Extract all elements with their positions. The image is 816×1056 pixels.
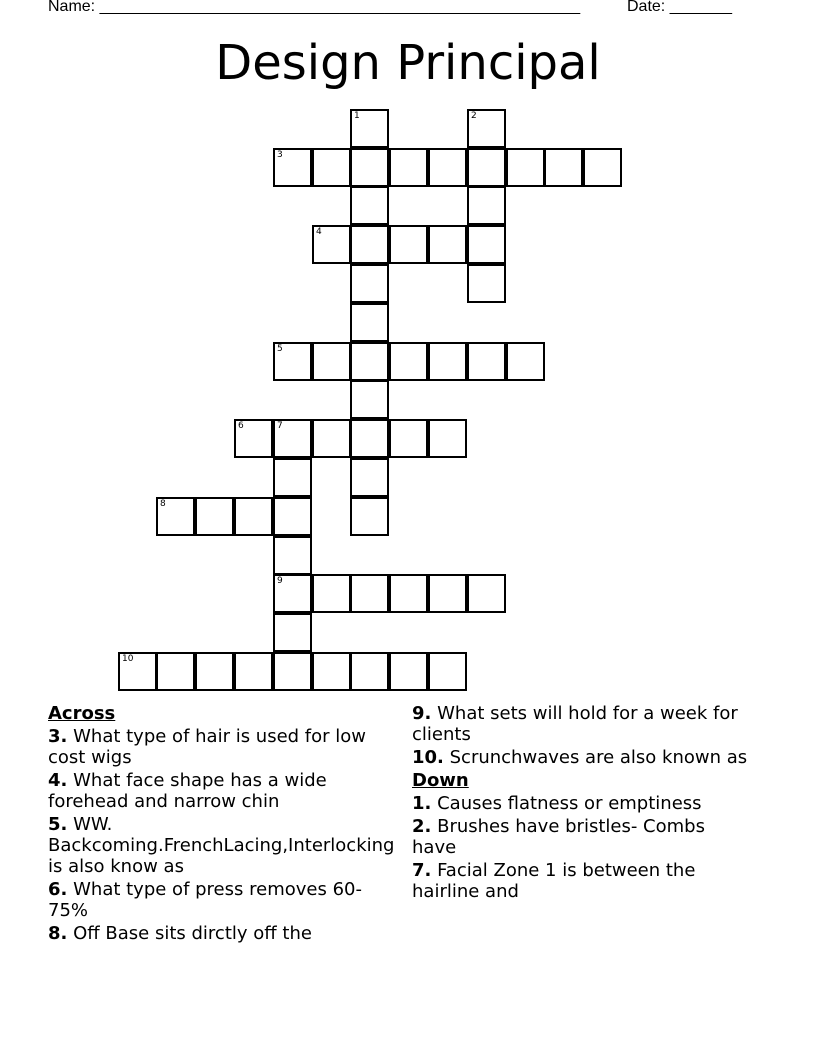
- grid-cell[interactable]: [467, 574, 506, 613]
- page-title: Design Principal: [215, 35, 601, 91]
- across-clue-5: [48, 814, 406, 877]
- clue-text: What face shape has a wide forehead and narrow chin: [48, 770, 327, 812]
- down-heading: Down: [412, 770, 469, 791]
- grid-cell[interactable]: [428, 652, 467, 691]
- across-clue-10: [412, 747, 752, 768]
- down-clue-2: [412, 816, 752, 858]
- clues-left-column: [48, 703, 395, 946]
- grid-cell[interactable]: [428, 148, 467, 187]
- grid-cell[interactable]: [467, 264, 506, 303]
- name-field-label: Name: ______________________________________________________: [48, 0, 581, 15]
- across-clue-9: [412, 703, 752, 745]
- grid-cell[interactable]: [428, 342, 467, 381]
- cell-number: 1: [354, 111, 360, 121]
- clue-text: What sets will hold for a week for clients: [412, 703, 738, 745]
- grid-cell[interactable]: [467, 342, 506, 381]
- cell-number: 3: [277, 150, 283, 160]
- grid-cell[interactable]: [312, 342, 351, 381]
- grid-cell[interactable]: [389, 148, 428, 187]
- across-clue-6: [48, 879, 388, 921]
- grid-cell[interactable]: [428, 225, 467, 264]
- grid-cell[interactable]: [467, 148, 506, 187]
- across-clue-3: [48, 726, 388, 768]
- grid-cell[interactable]: [195, 652, 234, 691]
- down-clue-1: [412, 793, 752, 814]
- grid-cell[interactable]: [273, 458, 312, 497]
- across-clue-8: [48, 923, 388, 944]
- clue-text: WW. Backcoming.FrenchLacing,Interlocking is also know as: [48, 814, 395, 877]
- clue-text: What type of hair is used for low cost wigs: [48, 726, 367, 768]
- grid-cell[interactable]: [273, 652, 312, 691]
- grid-cell[interactable]: [350, 419, 389, 458]
- clue-text: What type of press removes 60-75%: [48, 879, 362, 921]
- grid-cell[interactable]: [389, 342, 428, 381]
- grid-cell[interactable]: [273, 536, 312, 575]
- grid-cell[interactable]: [467, 186, 506, 225]
- grid-cell[interactable]: [273, 148, 312, 187]
- grid-cell[interactable]: [234, 497, 273, 536]
- clue-text: Scrunchwaves are also known as: [449, 747, 748, 768]
- clue-number: 8.: [48, 923, 68, 944]
- clue-number: 4.: [48, 770, 68, 791]
- grid-cell[interactable]: [312, 574, 351, 613]
- grid-cell[interactable]: [389, 225, 428, 264]
- across-clue-4: [48, 770, 388, 812]
- grid-cell[interactable]: [506, 342, 545, 381]
- clue-number: 1.: [412, 793, 432, 814]
- grid-cell[interactable]: [350, 458, 389, 497]
- grid-cell[interactable]: [428, 419, 467, 458]
- grid-cell[interactable]: [156, 497, 195, 536]
- grid-cell[interactable]: [273, 342, 312, 381]
- grid-cell[interactable]: [389, 652, 428, 691]
- clues-right-column: [412, 703, 752, 904]
- grid-cell[interactable]: [350, 652, 389, 691]
- grid-cell[interactable]: [350, 574, 389, 613]
- clue-number: 2.: [412, 816, 432, 837]
- clue-number: 7.: [412, 860, 432, 881]
- grid-cell[interactable]: [312, 419, 351, 458]
- cell-number: 2: [471, 111, 477, 121]
- grid-cell[interactable]: [195, 497, 234, 536]
- grid-cell[interactable]: [350, 225, 389, 264]
- grid-cell[interactable]: [428, 574, 467, 613]
- grid-cell[interactable]: [583, 148, 622, 187]
- cell-number: 6: [238, 421, 244, 431]
- across-heading: Across: [48, 703, 116, 724]
- cell-number: 10: [122, 654, 134, 664]
- clue-number: 6.: [48, 879, 68, 900]
- clue-text: Off Base sits dirctly off the: [73, 923, 312, 944]
- cell-number: 4: [316, 227, 322, 237]
- grid-cell[interactable]: [312, 148, 351, 187]
- clue-text: Brushes have bristles- Combs have: [412, 816, 705, 858]
- grid-cell[interactable]: [273, 574, 312, 613]
- grid-cell[interactable]: [389, 419, 428, 458]
- grid-cell[interactable]: [156, 652, 195, 691]
- grid-cell[interactable]: [350, 264, 389, 303]
- grid-cell[interactable]: [389, 574, 428, 613]
- clue-number: 10.: [412, 747, 444, 768]
- clue-number: 5.: [48, 814, 68, 835]
- grid-cell[interactable]: [234, 419, 273, 458]
- cell-number: 7: [277, 421, 283, 431]
- clue-number: 9.: [412, 703, 432, 724]
- grid-cell[interactable]: [350, 148, 389, 187]
- date-field-label: Date: _______: [627, 0, 732, 15]
- clue-number: 3.: [48, 726, 68, 747]
- clue-text: Facial Zone 1 is between the hairline and: [412, 860, 696, 902]
- grid-cell[interactable]: [467, 109, 506, 148]
- grid-cell[interactable]: [312, 225, 351, 264]
- grid-cell[interactable]: [273, 497, 312, 536]
- grid-cell[interactable]: [118, 652, 157, 691]
- grid-cell[interactable]: [234, 652, 273, 691]
- cell-number: 9: [277, 576, 283, 586]
- grid-cell[interactable]: [273, 419, 312, 458]
- cell-number: 8: [160, 499, 166, 509]
- clue-text: Causes flatness or emptiness: [437, 793, 702, 814]
- grid-cell[interactable]: [350, 342, 389, 381]
- grid-cell[interactable]: [350, 497, 389, 536]
- down-clue-7: [412, 860, 752, 902]
- grid-cell[interactable]: [350, 109, 389, 148]
- grid-cell[interactable]: [273, 613, 312, 652]
- grid-cell[interactable]: [506, 148, 545, 187]
- grid-cell[interactable]: [350, 303, 389, 342]
- grid-cell[interactable]: [350, 186, 389, 225]
- grid-cell[interactable]: [544, 148, 583, 187]
- cell-number: 5: [277, 344, 283, 354]
- grid-cell[interactable]: [312, 652, 351, 691]
- grid-cell[interactable]: [350, 380, 389, 419]
- grid-cell[interactable]: [467, 225, 506, 264]
